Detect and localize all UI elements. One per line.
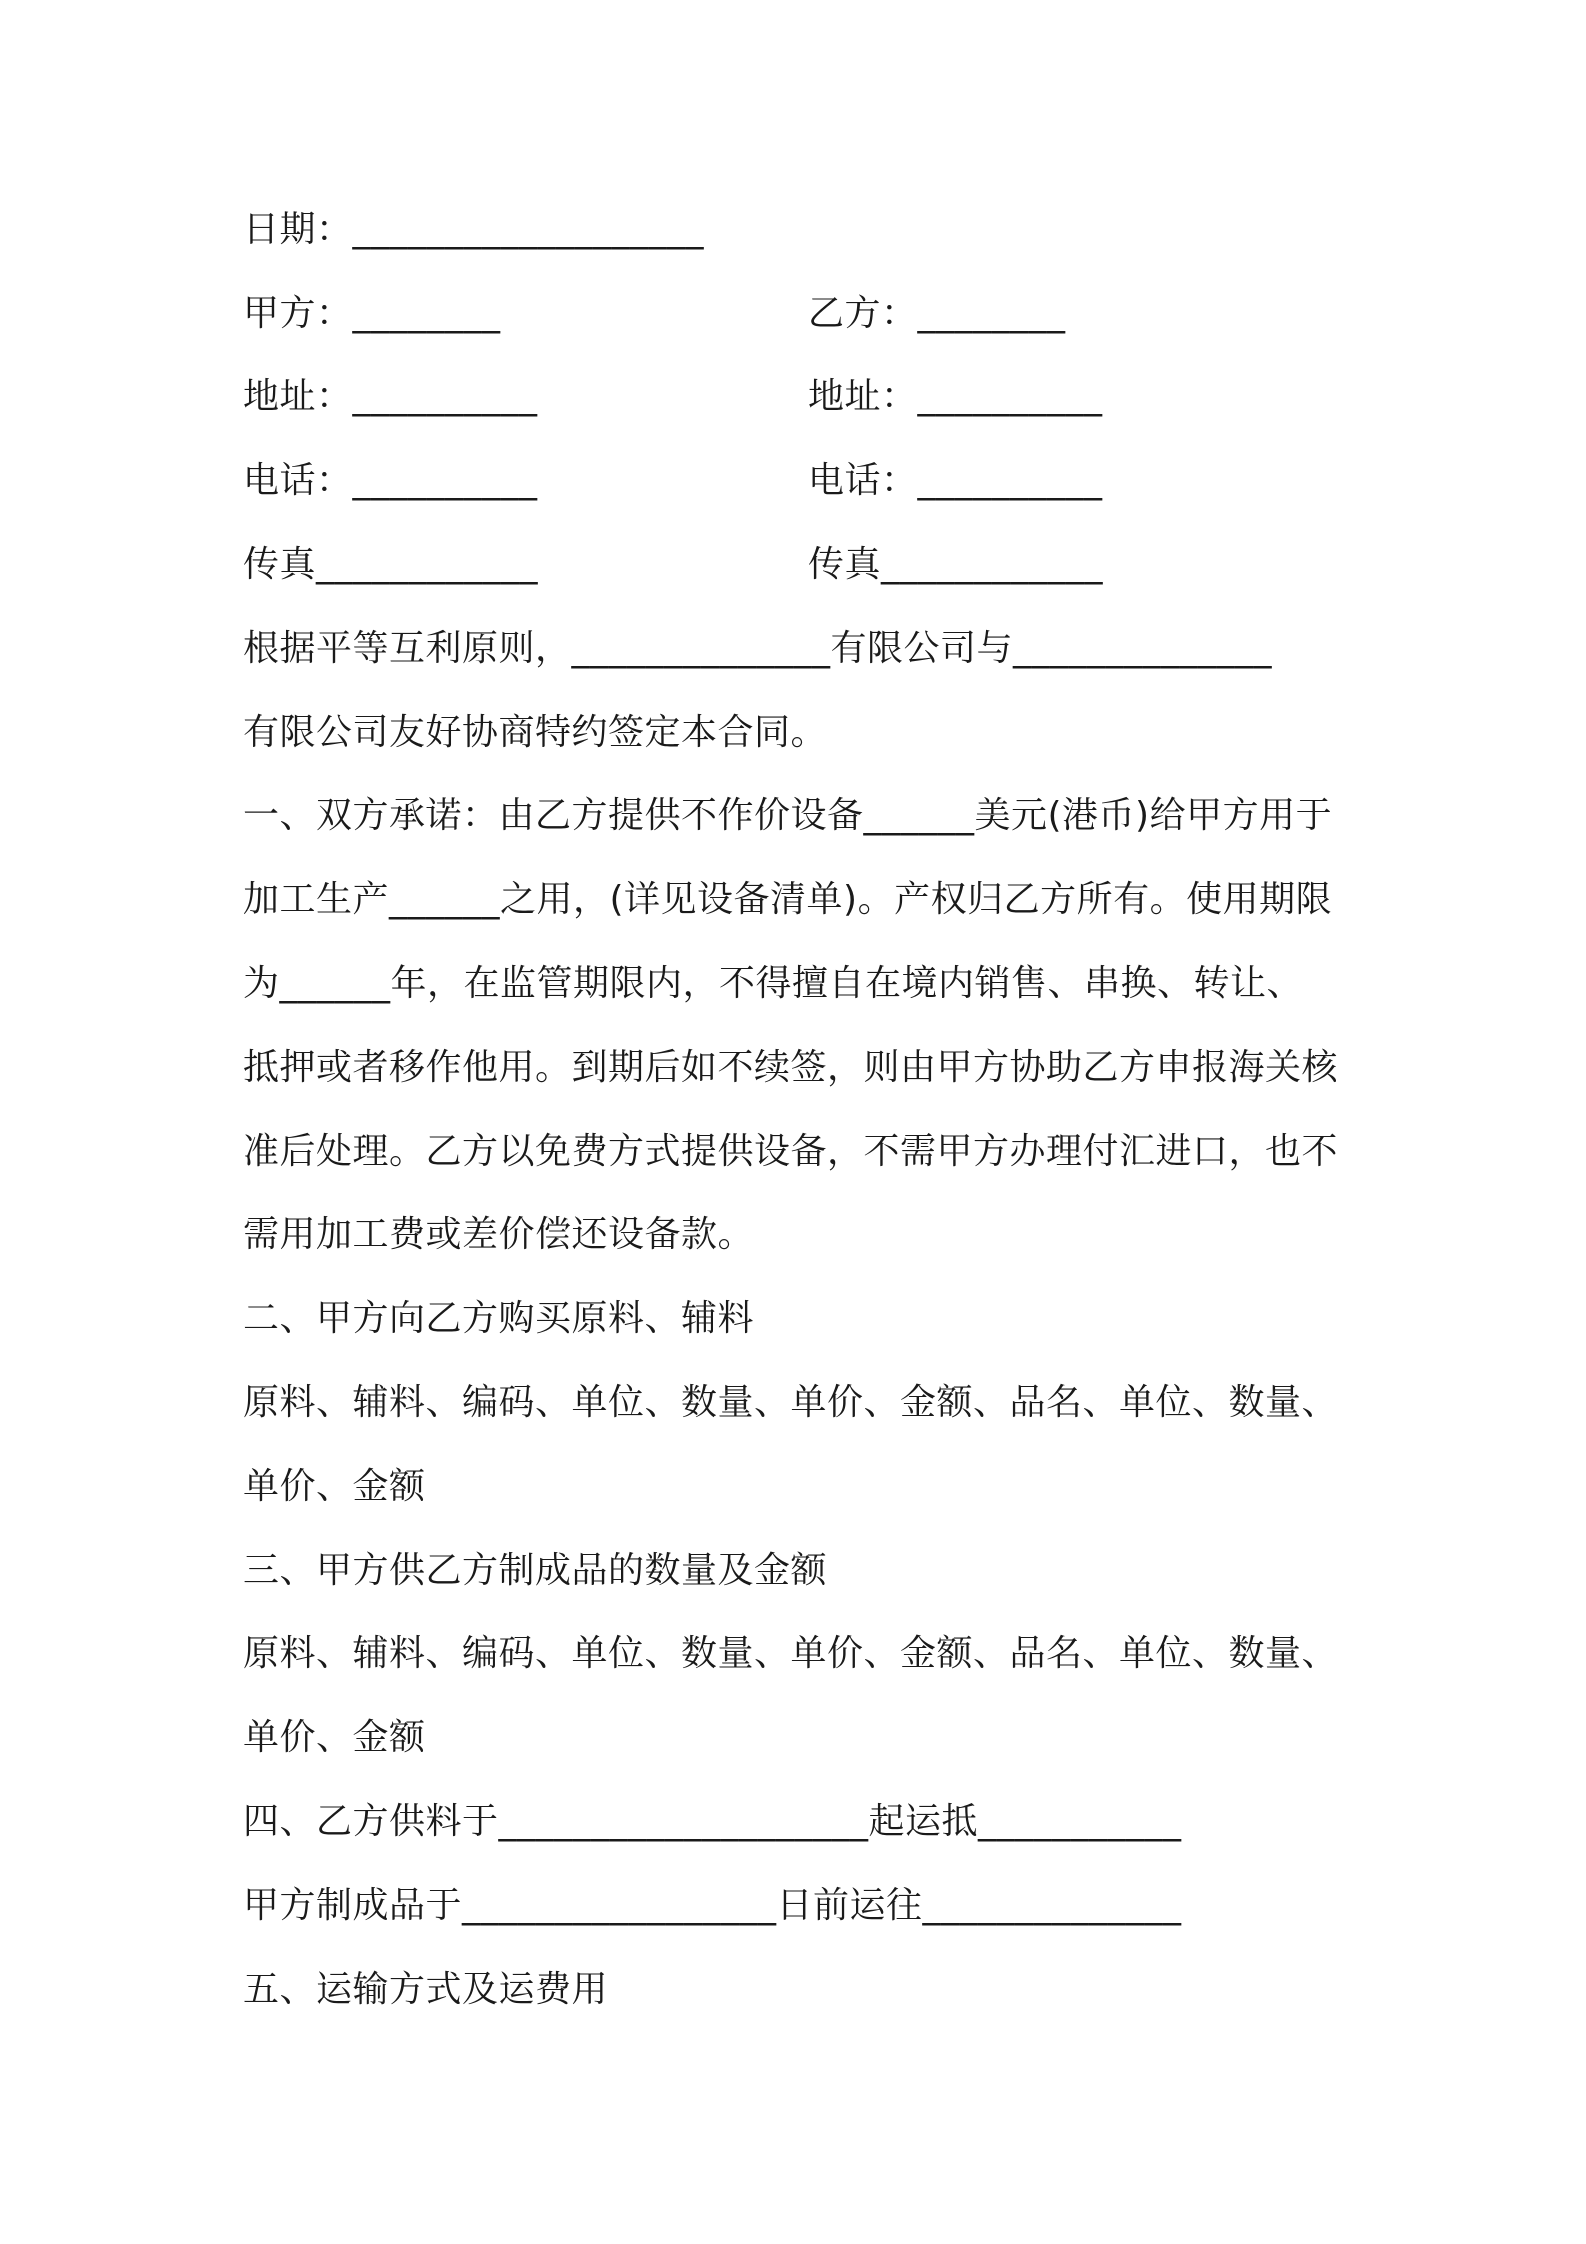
party-a-phone: 电话：__________ — [243, 460, 538, 501]
section-2-line-1: 原料、辅料、编码、单位、数量、单价、金额、品名、单位、数量、 — [243, 1382, 1339, 1423]
intro-line-2: 有限公司友好协商特约签定本合同。 — [243, 712, 828, 753]
section-1-line-3: 为______年，在监管期限内，不得擅自在境内销售、串换、转让、 — [243, 963, 1304, 1004]
party-b-address: 地址：__________ — [808, 376, 1103, 417]
party-b-field: 乙方：________ — [808, 293, 1066, 334]
section-1-line-5: 准后处理。乙方以免费方式提供设备，不需甲方办理付汇进口，也不 — [243, 1131, 1339, 1172]
party-a-fax: 传真____________ — [243, 544, 539, 585]
section-2-line-2: 单价、金额 — [243, 1466, 426, 1507]
section-4-line-1: 四、乙方供料于____________________起运抵___________ — [243, 1801, 1182, 1842]
date-field: 日期：___________________ — [243, 209, 705, 250]
intro-line-1: 根据平等互利原则，______________有限公司与______________ — [243, 628, 1273, 669]
section-1-line-6: 需用加工费或差价偿还设备款。 — [243, 1214, 755, 1255]
party-a-address: 地址：__________ — [243, 376, 538, 417]
party-b-phone: 电话：__________ — [808, 460, 1103, 501]
section-1-line-2: 加工生产______之用，(详见设备清单)。产权归乙方所有。使用期限 — [243, 879, 1333, 920]
section-1-line-4: 抵押或者移作他用。到期后如不续签，则由甲方协助乙方申报海关核 — [243, 1047, 1339, 1088]
party-a-field: 甲方：________ — [243, 293, 501, 334]
section-5-title: 五、运输方式及运费用 — [243, 1969, 609, 2010]
section-3-line-2: 单价、金额 — [243, 1717, 426, 1758]
section-3-title: 三、甲方供乙方制成品的数量及金额 — [243, 1550, 828, 1591]
party-b-fax: 传真____________ — [808, 544, 1104, 585]
section-4-line-2: 甲方制成品于_________________日前运往______________ — [243, 1885, 1182, 1926]
section-1-line-1: 一、双方承诺：由乙方提供不作价设备______美元(港币)给甲方用于 — [243, 795, 1333, 836]
section-3-line-1: 原料、辅料、编码、单位、数量、单价、金额、品名、单位、数量、 — [243, 1633, 1339, 1674]
section-2-title: 二、甲方向乙方购买原料、辅料 — [243, 1298, 755, 1339]
